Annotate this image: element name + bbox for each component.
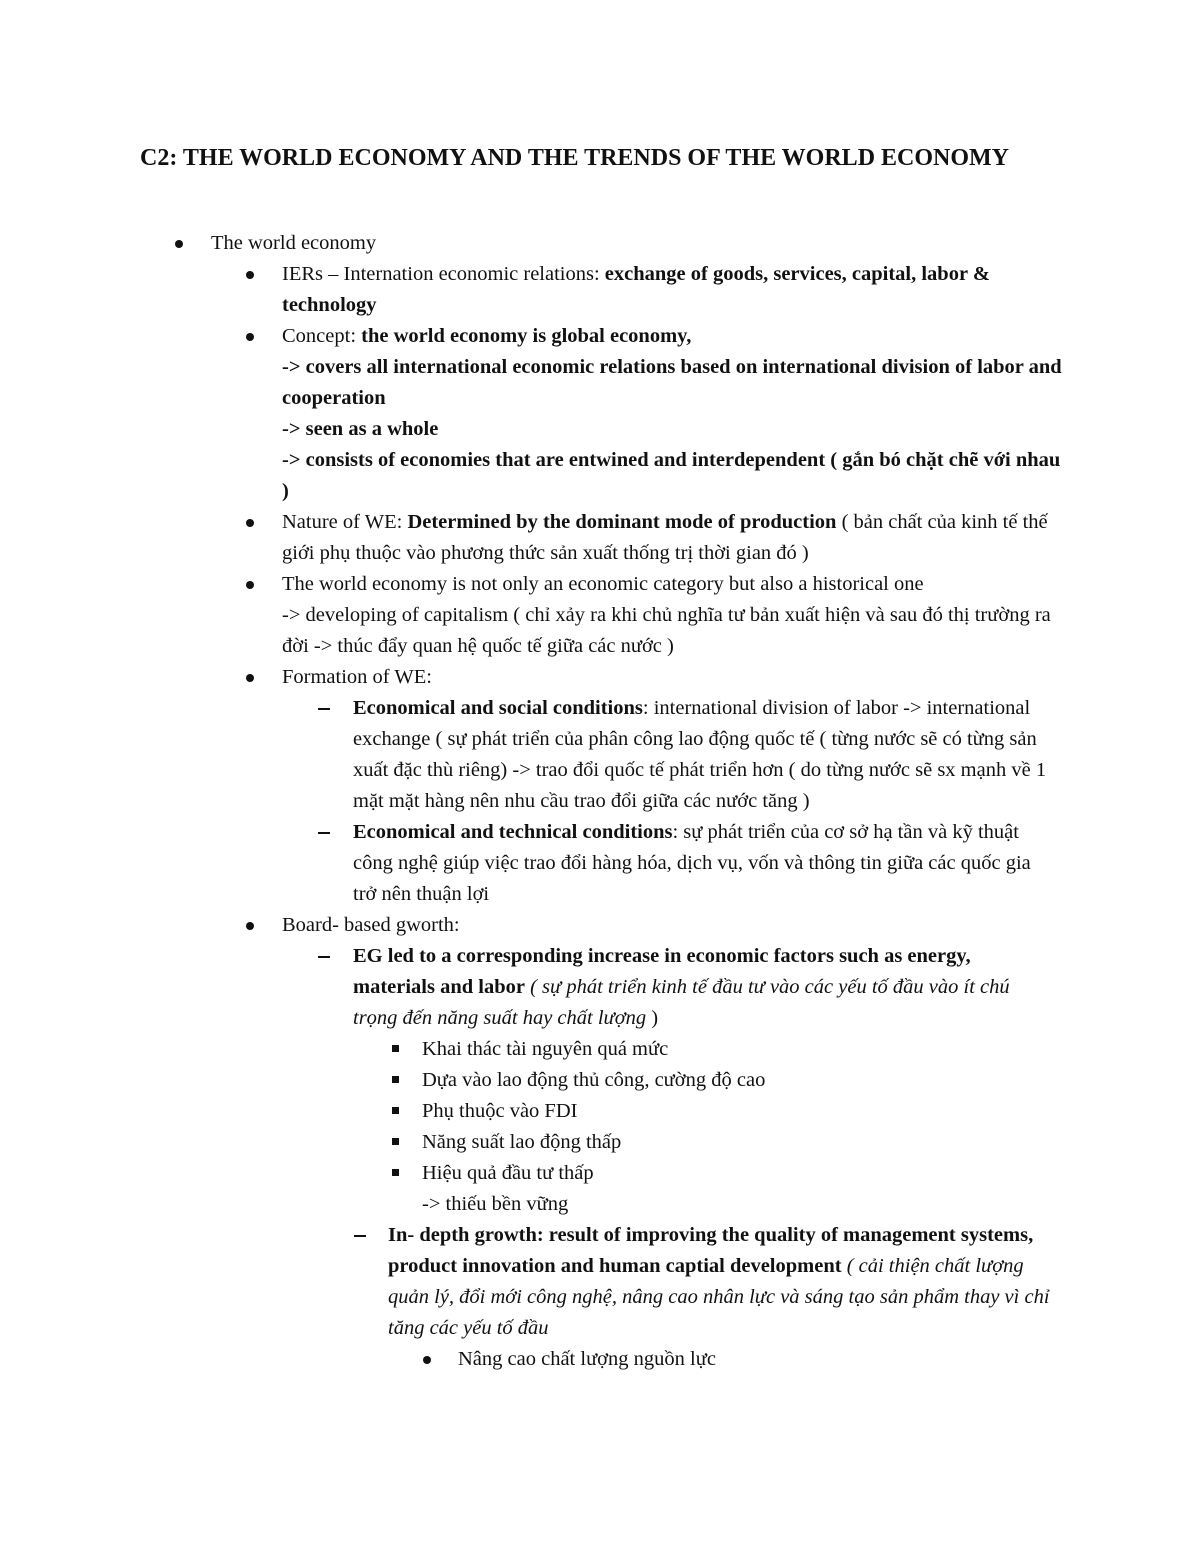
dash-in-depth-growth: [388, 1220, 1068, 1344]
nature-explanation: ( bản chất của kinh tế thế giới phụ thuộc vào phương thức sản xuất thống trị thời gian đó ): [282, 511, 1048, 564]
board-growth-explanation: ( sự phát triển kinh tế đầu tư vào các yếu tố đầu vào ít chú trọng đến năng suất hay chất lượng: [353, 976, 1010, 1029]
in-depth-growth-definition: In- depth growth: result of improving the quality of management systems, product innovation and human captial development: [388, 1224, 1034, 1277]
board-result: -> thiếu bền vững: [422, 1193, 569, 1215]
bullet-icon: [423, 1356, 431, 1364]
category-line: The world economy is not only an economic category but also a historical one: [282, 573, 924, 595]
bullet-world-economy: [211, 228, 1091, 259]
dash-social-conditions: [353, 693, 1053, 817]
iers-label: IERs – Internation economic relations:: [282, 263, 605, 285]
bullet-icon: [246, 581, 254, 589]
social-conditions-label: Economical and social conditions: [353, 697, 643, 719]
square-item: [422, 1065, 1022, 1096]
bullet-icon: [246, 519, 254, 527]
social-conditions-text: : international division of labor -> international exchange ( sự phát triển của phân công lao động quốc tế ( từng nước sẽ có từng sản xuất đặc thù riêng) -> trao đổi quốc tế phát triển hơn ( do từng nước sẽ sx mạnh về 1 mặt mặt hàng nên nhu cầu trao đổi giữa các nước tăng ): [353, 697, 1047, 812]
document-body: [0, 228, 1200, 1375]
dash-icon: [354, 1235, 366, 1237]
formation-label: Formation of WE:: [282, 666, 432, 688]
concept-definition: the world economy is global economy,: [361, 325, 692, 347]
square-item: [422, 1127, 1022, 1158]
nature-definition: Determined by the dominant mode of production: [407, 511, 837, 533]
bullet-icon: [246, 333, 254, 341]
square-bullet-icon: [392, 1076, 399, 1083]
section-heading: The world economy: [211, 232, 377, 254]
square-item: [422, 1096, 1022, 1127]
technical-conditions-label: Economical and technical conditions: [353, 821, 673, 843]
board-item: Hiệu quả đầu tư thấp: [422, 1162, 594, 1184]
board-item: Dựa vào lao động thủ công, cường độ cao: [422, 1069, 766, 1091]
concept-line: -> covers all international economic relations based on international division of labor and cooperation: [282, 356, 1062, 409]
board-item: Năng suất lao động thấp: [422, 1131, 622, 1153]
technical-conditions-text: : sự phát triển của cơ sở hạ tần và kỹ thuật công nghệ giúp việc trao đổi hàng hóa, dịch vụ, vốn và thông tin giữa các quốc gia trở nên thuận lợi: [353, 821, 1031, 905]
depth-item: [458, 1344, 1018, 1375]
bullet-concept: [282, 321, 1062, 507]
concept-label: Concept:: [282, 325, 362, 347]
board-item: Khai thác tài nguyên quá mức: [422, 1038, 669, 1060]
board-growth-label: Board- based gworth:: [282, 914, 460, 936]
board-growth-definition: EG led to a corresponding increase in economic factors such as energy, materials and labor: [353, 945, 971, 998]
in-depth-growth-explanation: ( cải thiện chất lượng quản lý, đổi mới công nghệ, nâng cao nhân lực và sáng tạo sản phẩm thay vì chỉ tăng các yếu tố đầu: [388, 1255, 1050, 1339]
bullet-icon: [246, 271, 254, 279]
bullet-icon: [246, 674, 254, 682]
dash-icon: [318, 956, 330, 958]
document-title: C2: THE WORLD ECONOMY AND THE TRENDS OF THE WORLD ECONOMY: [140, 145, 1010, 171]
iers-definition: exchange of goods, services, capital, labor & technology: [282, 263, 990, 316]
square-bullet-icon: [392, 1169, 399, 1176]
square-item: [422, 1158, 1022, 1220]
bullet-icon: [175, 240, 183, 248]
square-bullet-icon: [392, 1107, 399, 1114]
dash-board-growth-definition: [353, 941, 1053, 1034]
bullet-board-growth: [282, 910, 1062, 941]
square-bullet-icon: [392, 1045, 399, 1052]
bullet-icon: [246, 922, 254, 930]
dash-icon: [318, 832, 330, 834]
category-line: -> developing of capitalism ( chỉ xảy ra khi chủ nghĩa tư bản xuất hiện và sau đó thị trường ra đời -> thúc đẩy quan hệ quốc tế giữa các nước ): [282, 604, 1051, 657]
board-item: Phụ thuộc vào FDI: [422, 1100, 578, 1122]
square-item: [422, 1034, 1022, 1065]
board-growth-close: ): [646, 1007, 659, 1029]
square-bullet-icon: [392, 1138, 399, 1145]
bullet-category: [282, 569, 1062, 662]
dash-icon: [318, 708, 330, 710]
concept-line: -> seen as a whole: [282, 418, 439, 440]
depth-item-text: Nâng cao chất lượng nguồn lực: [458, 1348, 716, 1370]
bullet-formation: [282, 662, 1062, 693]
bullet-nature: [282, 507, 1062, 569]
nature-label: Nature of WE:: [282, 511, 408, 533]
dash-technical-conditions: [353, 817, 1053, 910]
concept-line: -> consists of economies that are entwined and interdependent ( gắn bó chặt chẽ với nhau ): [282, 449, 1061, 502]
bullet-iers: [282, 259, 1062, 321]
